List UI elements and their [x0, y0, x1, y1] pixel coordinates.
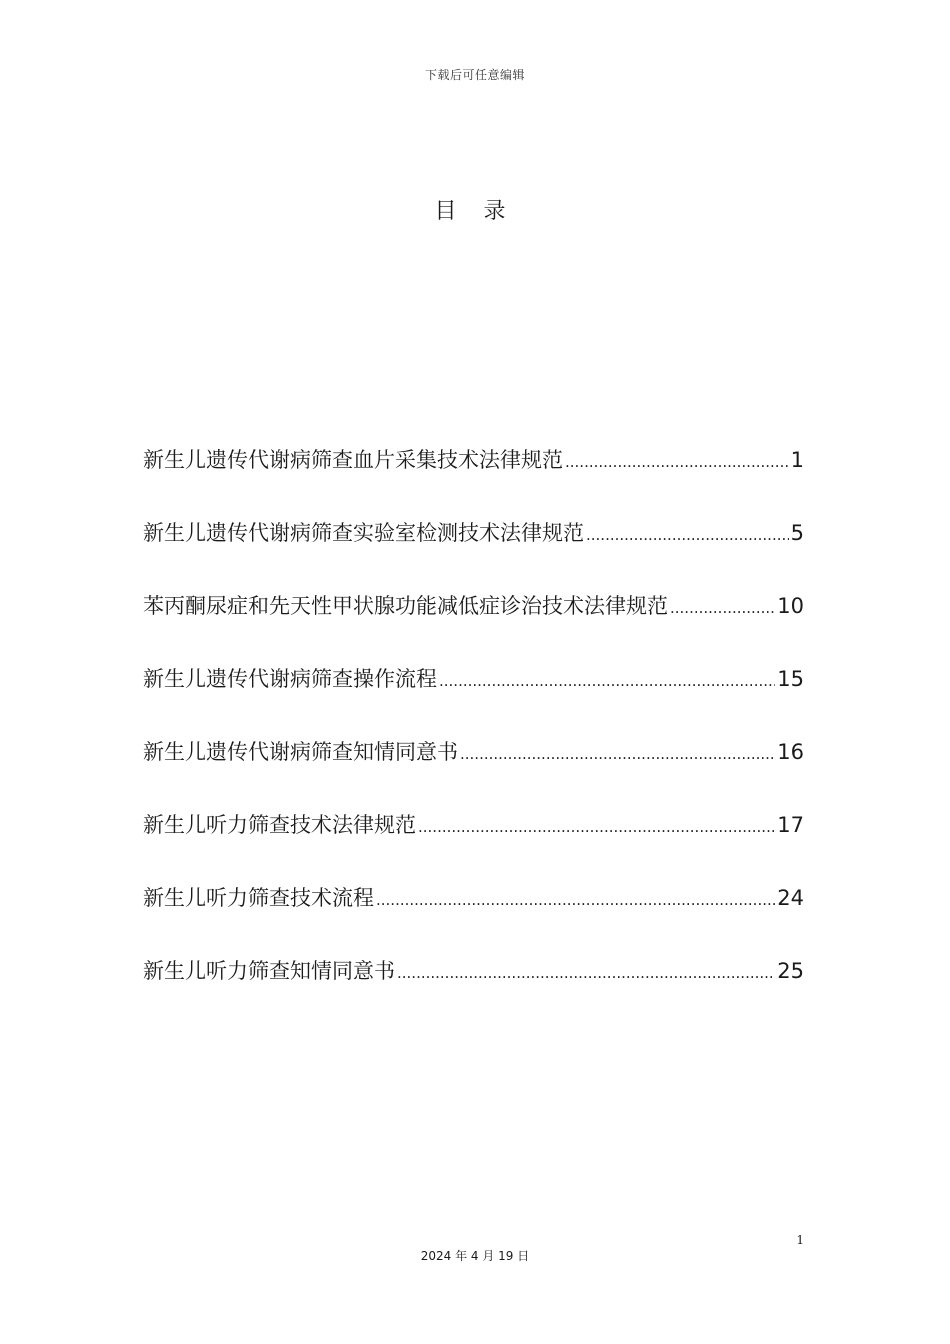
toc-entry-title: 新生儿听力筛查技术流程	[143, 886, 374, 910]
toc-entry-page: 10	[777, 594, 804, 618]
toc-entry-page: 17	[777, 813, 804, 837]
toc-title: 目 录	[434, 199, 516, 224]
toc-dot-leader	[439, 661, 775, 701]
toc-entry[interactable]	[143, 805, 804, 878]
toc-dot-leader	[397, 953, 775, 993]
toc-entry[interactable]	[143, 586, 804, 659]
toc-entry-page: 25	[777, 959, 804, 983]
table-of-contents	[143, 440, 804, 1024]
toc-entry[interactable]	[143, 732, 804, 805]
toc-entry-page: 24	[777, 886, 804, 910]
toc-entry-title: 新生儿听力筛查知情同意书	[143, 959, 395, 983]
toc-entry-page: 15	[777, 667, 804, 691]
toc-dot-leader	[460, 734, 775, 774]
toc-entry[interactable]	[143, 659, 804, 732]
toc-entry-page: 1	[790, 448, 804, 472]
toc-entry-title: 新生儿遗传代谢病筛查知情同意书	[143, 740, 458, 764]
toc-entry-title: 新生儿听力筛查技术法律规范	[143, 813, 416, 837]
toc-entry-title: 新生儿遗传代谢病筛查操作流程	[143, 667, 437, 691]
toc-dot-leader	[586, 515, 789, 555]
toc-dot-leader	[376, 880, 775, 920]
toc-dot-leader	[418, 807, 775, 847]
page-header: 下载后可任意编辑	[424, 68, 525, 82]
page-number: 1	[796, 1233, 804, 1247]
toc-entry[interactable]	[143, 878, 804, 951]
toc-entry-page: 16	[777, 740, 804, 764]
toc-entry[interactable]	[143, 951, 804, 1024]
footer-date: 2024 年 4 月 19 日	[420, 1249, 530, 1263]
toc-entry-title: 苯丙酮尿症和先天性甲状腺功能减低症诊治技术法律规范	[143, 594, 668, 618]
toc-dot-leader	[565, 442, 789, 482]
toc-dot-leader	[670, 588, 775, 628]
toc-entry-title: 新生儿遗传代谢病筛查血片采集技术法律规范	[143, 448, 563, 472]
toc-entry[interactable]	[143, 440, 804, 513]
toc-entry-title: 新生儿遗传代谢病筛查实验室检测技术法律规范	[143, 521, 584, 545]
toc-entry-page: 5	[790, 521, 804, 545]
toc-entry[interactable]	[143, 513, 804, 586]
